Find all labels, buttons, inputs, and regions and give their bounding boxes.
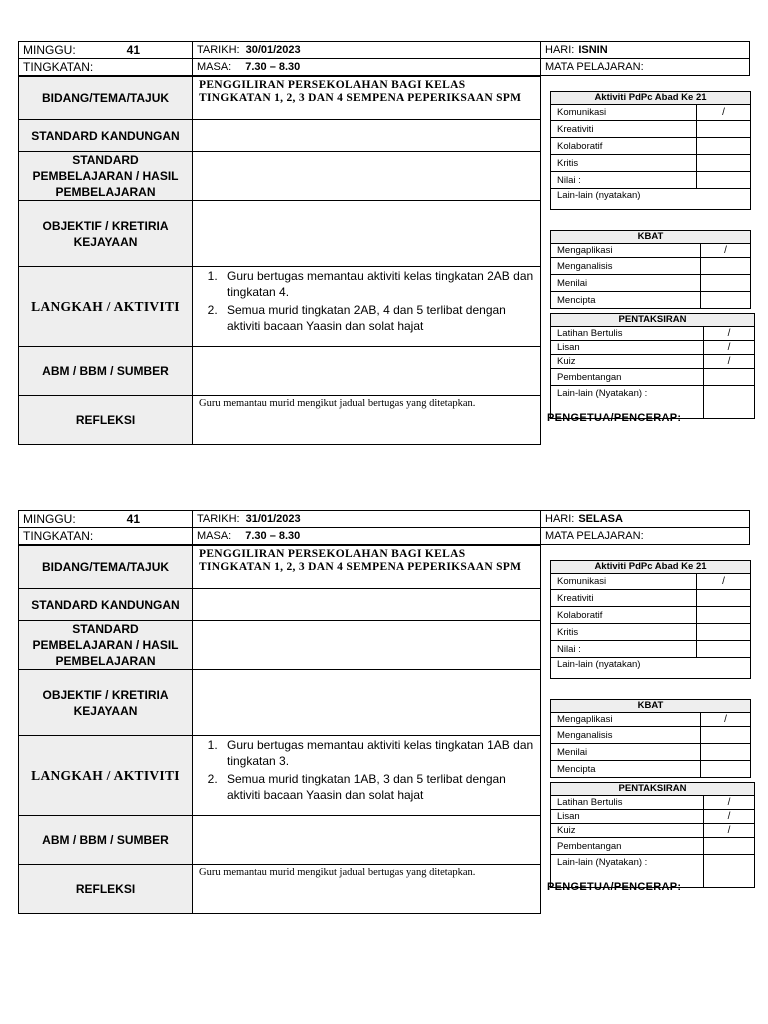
pentaksiran-row-label: Latihan Bertulis (550, 795, 704, 810)
abad21-title: Aktiviti PdPc Abad Ke 21 (550, 91, 751, 105)
abad21-row-label: Kritis (550, 154, 697, 172)
pentaksiran-row-tick[interactable]: / (703, 809, 755, 824)
kbat-row-label: Mengaplikasi (550, 243, 701, 258)
kbat-row-label: Menganalisis (550, 726, 701, 744)
abad21-row-tick[interactable] (696, 623, 751, 641)
abad21-title: Aktiviti PdPc Abad Ke 21 (550, 560, 751, 574)
row-label-objektif: OBJEKTIF / KRETIRIA KEJAYAAN (18, 200, 193, 267)
pentaksiran-row-label: Lain-lain (Nyatakan) : (550, 385, 704, 419)
row-label-bidang: BIDANG/TEMA/TAJUK (18, 76, 193, 120)
abad21-row-label: Nilai : (550, 640, 697, 658)
row-content-standard-kandungan (192, 588, 541, 621)
pentaksiran-row-tick[interactable] (703, 837, 755, 855)
pentaksiran-row-tick[interactable]: / (703, 795, 755, 810)
minggu-value: 41 (126, 43, 141, 57)
kbat-row-label: Menilai (550, 743, 701, 761)
pentaksiran-row-label: Pembentangan (550, 837, 704, 855)
abad21-row-label: Nilai : (550, 171, 697, 189)
minggu-cell (18, 510, 193, 528)
hari-value: SELASA (578, 513, 623, 525)
pengetua-pencerap-label: PENGETUA/PENCERAP: (547, 881, 682, 893)
activity-item: 1. Guru bertugas memantau aktiviti kelas tingkatan 1AB dan tingkatan 3. (221, 737, 534, 769)
activity-list (193, 737, 540, 803)
kbat-row-label: Menilai (550, 274, 701, 292)
row-label-abm: ABM / BBM / SUMBER (18, 346, 193, 396)
hari-label: HARI: (545, 44, 575, 56)
minggu-label: MINGGU: (23, 512, 76, 526)
row-content-langkah (192, 735, 541, 816)
minggu-value: 41 (126, 512, 141, 526)
abad21-row-label: Kreativiti (550, 589, 697, 607)
tingkatan-label: TINGKATAN: (23, 60, 94, 74)
row-label-standard-pembelajaran: STANDARD PEMBELAJARAN / HASIL PEMBELAJARAN (18, 151, 193, 201)
row-label-langkah: LANGKAH / AKTIVITI (18, 266, 193, 347)
abad21-row-label: Lain-lain (nyatakan) (550, 188, 751, 210)
row-label-refleksi: REFLEKSI (18, 864, 193, 914)
kbat-row-label: Menganalisis (550, 257, 701, 275)
row-label-langkah: LANGKAH / AKTIVITI (18, 735, 193, 816)
row-label-refleksi: REFLEKSI (18, 395, 193, 445)
pentaksiran-row-label: Latihan Bertulis (550, 326, 704, 341)
activity-item: 2. Semua murid tingkatan 1AB, 3 dan 5 terlibat dengan aktiviti bacaan Yaasin dan solat hajat (221, 771, 534, 803)
pentaksiran-row-tick[interactable]: / (703, 354, 755, 369)
abad21-row-tick[interactable] (696, 589, 751, 607)
masa-cell (192, 527, 541, 545)
refleksi-text: Guru memantau murid mengikut jadual bertugas yang ditetapkan. (199, 398, 476, 409)
row-content-objektif (192, 669, 541, 736)
tarikh-value: 31/01/2023 (245, 513, 301, 525)
hari-cell (540, 510, 750, 528)
pentaksiran-row-label: Kuiz (550, 354, 704, 369)
masa-label: MASA: (197, 61, 232, 73)
mata-pelajaran-cell (540, 527, 750, 545)
pentaksiran-row-tick[interactable]: / (703, 340, 755, 355)
mata-pelajaran-label: MATA PELAJARAN: (545, 61, 644, 73)
pentaksiran-row-label: Lisan (550, 809, 704, 824)
tarikh-value: 30/01/2023 (245, 44, 301, 56)
masa-value: 7.30 – 8.30 (245, 530, 301, 542)
abad21-row-tick[interactable] (696, 640, 751, 658)
abad21-row-label: Kolaboratif (550, 606, 697, 624)
topic-text: PENGGILIRAN PERSEKOLAHAN BAGI KELAS TINGKATAN 1, 2, 3 DAN 4 SEMPENA PEPERIKSAAN SPM (199, 548, 522, 573)
kbat-row-tick[interactable]: / (700, 712, 751, 727)
row-content-standard-pembelajaran (192, 620, 541, 670)
row-label-standard-kandungan: STANDARD KANDUNGAN (18, 119, 193, 152)
abad21-row-tick[interactable]: / (696, 104, 751, 121)
kbat-row-tick[interactable] (700, 760, 751, 778)
tarikh-cell (192, 510, 541, 528)
abad21-row-label: Lain-lain (nyatakan) (550, 657, 751, 679)
abad21-row-label: Komunikasi (550, 573, 697, 590)
abad21-row-tick[interactable]: / (696, 573, 751, 590)
pentaksiran-row-label: Pembentangan (550, 368, 704, 386)
topic-text: PENGGILIRAN PERSEKOLAHAN BAGI KELAS TINGKATAN 1, 2, 3 DAN 4 SEMPENA PEPERIKSAAN SPM (199, 79, 522, 104)
hari-label: HARI: (545, 513, 575, 525)
minggu-label: MINGGU: (23, 43, 76, 57)
kbat-row-tick[interactable] (700, 726, 751, 744)
abad21-row-label: Kreativiti (550, 120, 697, 138)
abad21-row-tick[interactable] (696, 606, 751, 624)
row-content-refleksi (192, 864, 541, 914)
pentaksiran-title: PENTAKSIRAN (550, 782, 755, 796)
mata-pelajaran-label: MATA PELAJARAN: (545, 530, 644, 542)
pentaksiran-row-label: Kuiz (550, 823, 704, 838)
kbat-row-tick[interactable]: / (700, 243, 751, 258)
abad21-row-label: Komunikasi (550, 104, 697, 121)
pentaksiran-title: PENTAKSIRAN (550, 313, 755, 327)
masa-value: 7.30 – 8.30 (245, 61, 301, 73)
abad21-row-label: Kritis (550, 623, 697, 641)
masa-label: MASA: (197, 530, 232, 542)
row-label-objektif: OBJEKTIF / KRETIRIA KEJAYAAN (18, 669, 193, 736)
activity-item: 1. Guru bertugas memantau aktiviti kelas tingkatan 2AB dan tingkatan 4. (221, 268, 534, 300)
row-content-abm (192, 815, 541, 865)
tingkatan-cell (18, 527, 193, 545)
abad21-row-label: Kolaboratif (550, 137, 697, 155)
pentaksiran-row-tick[interactable]: / (703, 326, 755, 341)
tingkatan-label: TINGKATAN: (23, 529, 94, 543)
pentaksiran-row-tick[interactable]: / (703, 823, 755, 838)
kbat-title: KBAT (550, 230, 751, 244)
pentaksiran-row-label: Lisan (550, 340, 704, 355)
row-label-abm: ABM / BBM / SUMBER (18, 815, 193, 865)
refleksi-text: Guru memantau murid mengikut jadual bertugas yang ditetapkan. (199, 867, 476, 878)
row-label-standard-pembelajaran: STANDARD PEMBELAJARAN / HASIL PEMBELAJARAN (18, 620, 193, 670)
kbat-title: KBAT (550, 699, 751, 713)
pentaksiran-row-tick[interactable] (703, 854, 755, 888)
pengetua-pencerap-label: PENGETUA/PENCERAP: (547, 412, 682, 424)
pentaksiran-row-label: Lain-lain (Nyatakan) : (550, 854, 704, 888)
tarikh-label: TARIKH: (197, 513, 240, 525)
kbat-row-label: Mengaplikasi (550, 712, 701, 727)
tarikh-label: TARIKH: (197, 44, 240, 56)
row-content-bidang (192, 545, 541, 589)
activity-item: 2. Semua murid tingkatan 2AB, 4 dan 5 terlibat dengan aktiviti bacaan Yaasin dan solat hajat (221, 302, 534, 334)
kbat-row-label: Mencipta (550, 291, 701, 309)
kbat-row-tick[interactable] (700, 743, 751, 761)
hari-value: ISNIN (578, 44, 608, 56)
row-label-bidang: BIDANG/TEMA/TAJUK (18, 545, 193, 589)
row-label-standard-kandungan: STANDARD KANDUNGAN (18, 588, 193, 621)
kbat-row-label: Mencipta (550, 760, 701, 778)
